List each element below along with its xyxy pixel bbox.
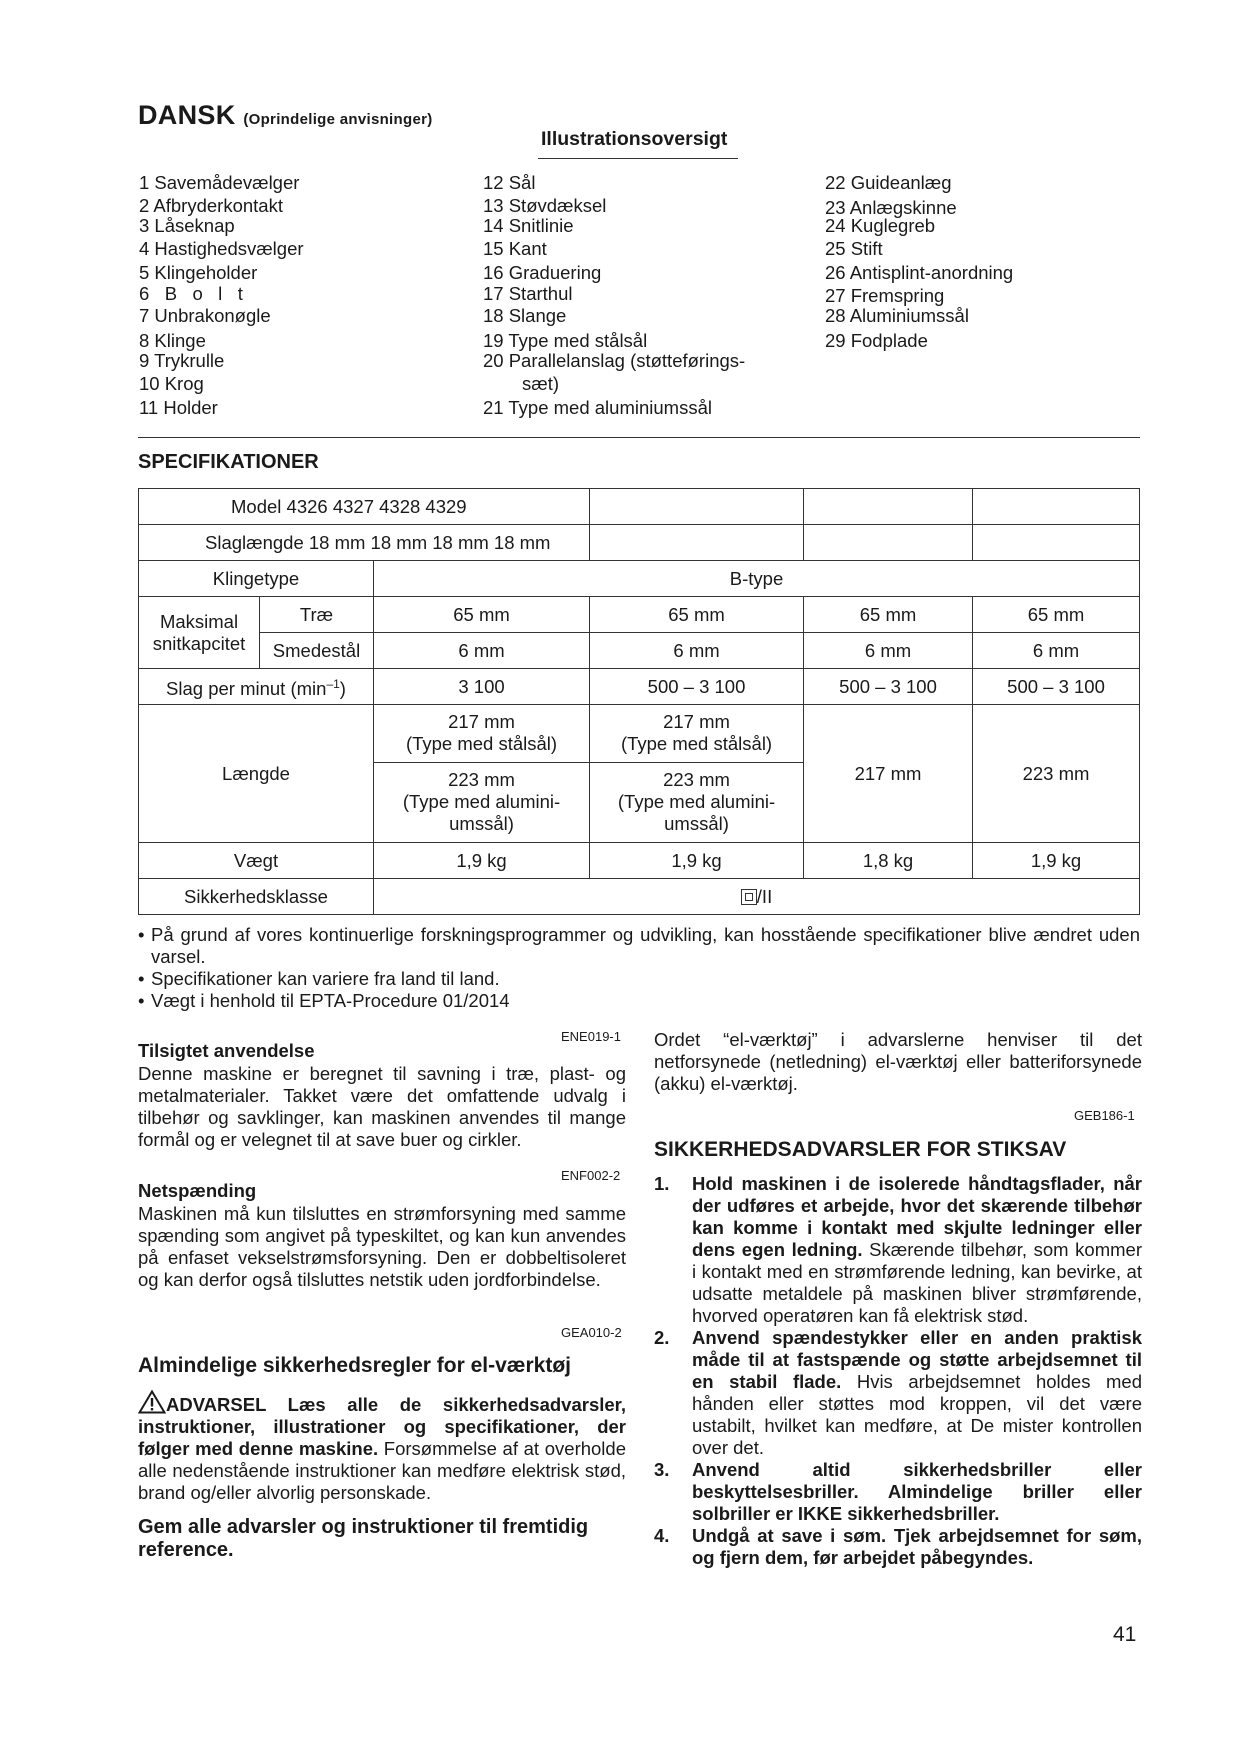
illustration-heading-underline: [538, 158, 738, 159]
list-item: 18 Slange: [483, 305, 567, 326]
length-value: 223 mm: [973, 705, 1140, 843]
length-steel: 217 mm (Type med stålsål): [620, 711, 773, 755]
safety-item: [654, 1459, 1142, 1525]
table-row: [139, 597, 1140, 633]
title-subtitle: (Oprindelige anvisninger): [243, 111, 433, 128]
table-row: [139, 561, 1140, 597]
list-item: 4 Hastighedsvælger: [139, 237, 304, 259]
list-item: 7 Unbrakonøgle: [139, 305, 271, 326]
list-item: 12 Sål: [483, 172, 536, 193]
empty-cell: [590, 489, 804, 525]
illustration-heading: Illustrationsoversigt: [541, 128, 728, 150]
specs-heading: SPECIFIKATIONER: [138, 451, 319, 473]
length-subtable: [590, 705, 803, 842]
list-item: 20 Parallelanslag (støtteførings-: [483, 350, 746, 371]
list-item: 14 Snitlinie: [483, 215, 574, 236]
list-item: 13 Støvdæksel: [483, 194, 607, 216]
length-subtable: [374, 705, 589, 842]
empty-cell: [804, 489, 973, 525]
list-item: 19 Type med stålsål: [483, 329, 648, 351]
table-row: [139, 843, 1140, 879]
list-item: 5 Klingeholder: [139, 262, 258, 283]
steel-value: 6 mm: [973, 633, 1140, 669]
stroke-row-label: [139, 525, 590, 561]
table-row: [139, 879, 1140, 915]
weight-value: 1,9 kg: [590, 843, 804, 879]
spm-value: 3 100: [374, 669, 590, 705]
list-item: 17 Starthul: [483, 282, 573, 304]
power-title: Netspænding: [138, 1180, 257, 1201]
list-item: 10 Krog: [139, 372, 204, 394]
list-item: 22 Guideanlæg: [825, 172, 952, 193]
keep-instructions-title: Gem alle advarsler og instruktioner til fremtidig reference.: [138, 1516, 589, 1561]
double-insulation-icon: [741, 889, 757, 905]
list-item: 9 Trykrulle: [139, 350, 225, 371]
list-item: 29 Fodplade: [825, 329, 928, 351]
list-item: 16 Graduering: [483, 262, 602, 283]
table-row: [139, 489, 1140, 525]
specs-table: [138, 488, 1140, 915]
empty-cell: [973, 525, 1140, 561]
list-item: 3 Låseknap: [139, 215, 235, 236]
length-cell: [374, 705, 590, 843]
list-item: 15 Kant: [483, 237, 547, 259]
spm-label: [139, 669, 374, 705]
model-row-text: Model 4326 4327 4328 4329: [231, 495, 467, 517]
weight-value: 1,9 kg: [973, 843, 1140, 879]
empty-cell: [590, 525, 804, 561]
safety-item: [654, 1525, 1142, 1569]
spm-label-text: Slag per minut (min: [166, 678, 327, 700]
doc-code: GEB186-1: [1074, 1108, 1135, 1123]
list-item: 25 Stift: [825, 237, 883, 259]
warning-bold-text: ADVARSEL Læs alle de sikkerhedsadvarsler, instruktioner, illustrationer og specifikationer, der følger med denne maskine.: [138, 1394, 626, 1459]
list-item: 8 Klinge: [139, 329, 206, 351]
length-alu: 223 mm (Type med alumini- umssål): [590, 762, 803, 842]
spm-sup: –1: [326, 676, 340, 691]
list-item: 6 B o l t: [139, 282, 243, 304]
list-item: 1 Savemådevælger: [139, 172, 300, 193]
item-bold: Hold maskinen i de isolerede håndtagsflader, når der udføres et arbejde, hvor det skærende tilbehør kan komme i kontakt med skjulte ledninger eller dens egen ledning.: [692, 1173, 1142, 1260]
list-item: sæt): [522, 372, 559, 394]
table-row: [139, 525, 1140, 561]
item-number: 4.: [654, 1525, 670, 1546]
doc-code: ENF002-2: [561, 1168, 621, 1183]
stroke-row-text: Slaglængde 18 mm 18 mm 18 mm 18 mm: [205, 531, 551, 553]
list-item: 23 Anlægskinne: [825, 196, 957, 218]
item-rest: Hvis arbejdsemnet holdes med hånden eller støttes mod kroppen, vil det være ustabilt, hvilket kan medføre, at De mister kontrollen over det.: [692, 1371, 1142, 1458]
jigsaw-safety-title: SIKKERHEDSADVARSLER FOR STIKSAV: [654, 1138, 1067, 1161]
blade-type-label: Klingetype: [139, 561, 374, 597]
list-item: 11 Holder: [139, 397, 218, 418]
general-safety-title: Almindelige sikkerhedsregler for el-værktøj: [138, 1354, 571, 1377]
table-row: [139, 669, 1140, 705]
power-body: Maskinen må kun tilsluttes en strømforsyning med samme spænding som angivet på typeskiltet, og kan kun anvendes på enfaset vekselstrømsforsyning. Den er dobbeltisoleret og kan derfor også tilsluttes netstik uden jordforbindelse.: [138, 1203, 626, 1290]
title-text: DANSK: [138, 100, 236, 130]
doc-code: ENE019-1: [561, 1029, 621, 1044]
length-label: Længde: [139, 705, 374, 843]
wood-value: 65 mm: [590, 597, 804, 633]
safety-class-text: /II: [756, 885, 773, 907]
wood-value: 65 mm: [973, 597, 1140, 633]
page-title: [138, 100, 433, 131]
weight-value: 1,9 kg: [374, 843, 590, 879]
power-tool-definition: Ordet “el-værktøj” i advarslerne henviser til det netforsynede (netledning) el-værktøj eller batteriforsynede (akku) el-værktøj.: [654, 1029, 1142, 1094]
warning-paragraph: [138, 1390, 626, 1504]
table-row: [139, 633, 1140, 669]
wood-label: Træ: [260, 597, 374, 633]
max-cut-label: Maksimal snitkapcitet: [139, 597, 260, 669]
steel-value: 6 mm: [590, 633, 804, 669]
steel-label: Smedestål: [260, 633, 374, 669]
spm-value: 500 – 3 100: [973, 669, 1140, 705]
doc-code: GEA010-2: [561, 1325, 622, 1340]
wood-value: 65 mm: [374, 597, 590, 633]
note-item: • Specifikationer kan variere fra land til land.: [138, 968, 1140, 990]
spm-value: 500 – 3 100: [804, 669, 973, 705]
empty-cell: [973, 489, 1140, 525]
length-value: 217 mm: [804, 705, 973, 843]
wood-value: 65 mm: [804, 597, 973, 633]
weight-value: 1,8 kg: [804, 843, 973, 879]
model-row-label: [139, 489, 590, 525]
list-item: 21 Type med aluminiumssål: [483, 397, 712, 418]
page-number: 41: [1113, 1623, 1137, 1646]
illustration-list-col3: [825, 172, 1013, 352]
section-divider: [138, 437, 1140, 438]
list-item: 26 Antisplint-anordning: [825, 262, 1014, 283]
spm-value: 500 – 3 100: [590, 669, 804, 705]
steel-value: 6 mm: [374, 633, 590, 669]
weight-label: Vægt: [139, 843, 374, 879]
blade-type-value: B-type: [374, 561, 1140, 597]
item-bold: Undgå at save i søm. Tjek arbejdsemnet for søm, og fjern dem, før arbejdet påbegyndes.: [692, 1525, 1142, 1568]
safety-item: [654, 1327, 1142, 1459]
note-item: • Vægt i henhold til EPTA-Procedure 01/2014: [138, 990, 1140, 1012]
steel-value: 6 mm: [804, 633, 973, 669]
intended-use-body: Denne maskine er beregnet til savning i træ, plast- og metalmaterialer. Takket være det omfattende udvalg i tilbehør og savklinger, kan maskinen anvendes til mange formål og er velegnet til at save buer og cirkler.: [138, 1063, 626, 1150]
length-cell: [590, 705, 804, 843]
item-number: 1.: [654, 1173, 670, 1194]
item-number: 2.: [654, 1327, 670, 1348]
table-row: [139, 705, 1140, 843]
illustration-list-col2: [483, 172, 745, 420]
list-item: 27 Fremspring: [825, 284, 945, 306]
item-bold: Anvend altid sikkerhedsbriller eller beskyttelsesbriller. Almindelige briller eller solbriller er IKKE sikkerhedsbriller.: [692, 1459, 1142, 1524]
item-number: 3.: [654, 1459, 670, 1480]
warning-rest-text: Forsømmelse af at overholde alle nedenstående instruktioner kan medføre elektrisk stød, brand og/eller alvorlig personskade.: [138, 1438, 626, 1503]
safety-label: Sikkerhedsklasse: [139, 879, 374, 915]
illustration-list-col1: [139, 172, 304, 420]
list-item: 2 Afbryderkontakt: [139, 194, 283, 216]
safety-item: [654, 1173, 1142, 1327]
item-rest: Skærende tilbehør, som kommer i kontakt med en strømførende ledning, kan bevirke, at udsatte metaldele på maskinen bliver strømførende, hvorved operatøren kan få elektrisk stød.: [692, 1239, 1142, 1326]
safety-value: [374, 879, 1140, 915]
note-item: • På grund af vores kontinuerlige forskningsprogrammer og udvikling, kan hosstående specifikationer blive ændret uden varsel.: [138, 924, 1140, 968]
warning-triangle-icon: [138, 1390, 166, 1414]
length-steel: 217 mm (Type med stålsål): [405, 711, 558, 755]
list-item: 28 Aluminiumssål: [825, 305, 969, 326]
spm-close: ): [339, 678, 346, 700]
intended-use-title: Tilsigtet anvendelse: [138, 1040, 315, 1061]
list-item: 24 Kuglegreb: [825, 215, 936, 236]
jigsaw-safety-list: [654, 1173, 1142, 1569]
empty-cell: [804, 525, 973, 561]
length-alu: 223 mm (Type med alumini- umssål): [374, 762, 589, 842]
spec-notes: [138, 924, 1140, 1012]
item-bold: Anvend spændestykker eller en anden praktisk måde til at fastspænde og støtte arbejdsemnet til en stabil flade.: [692, 1327, 1142, 1392]
